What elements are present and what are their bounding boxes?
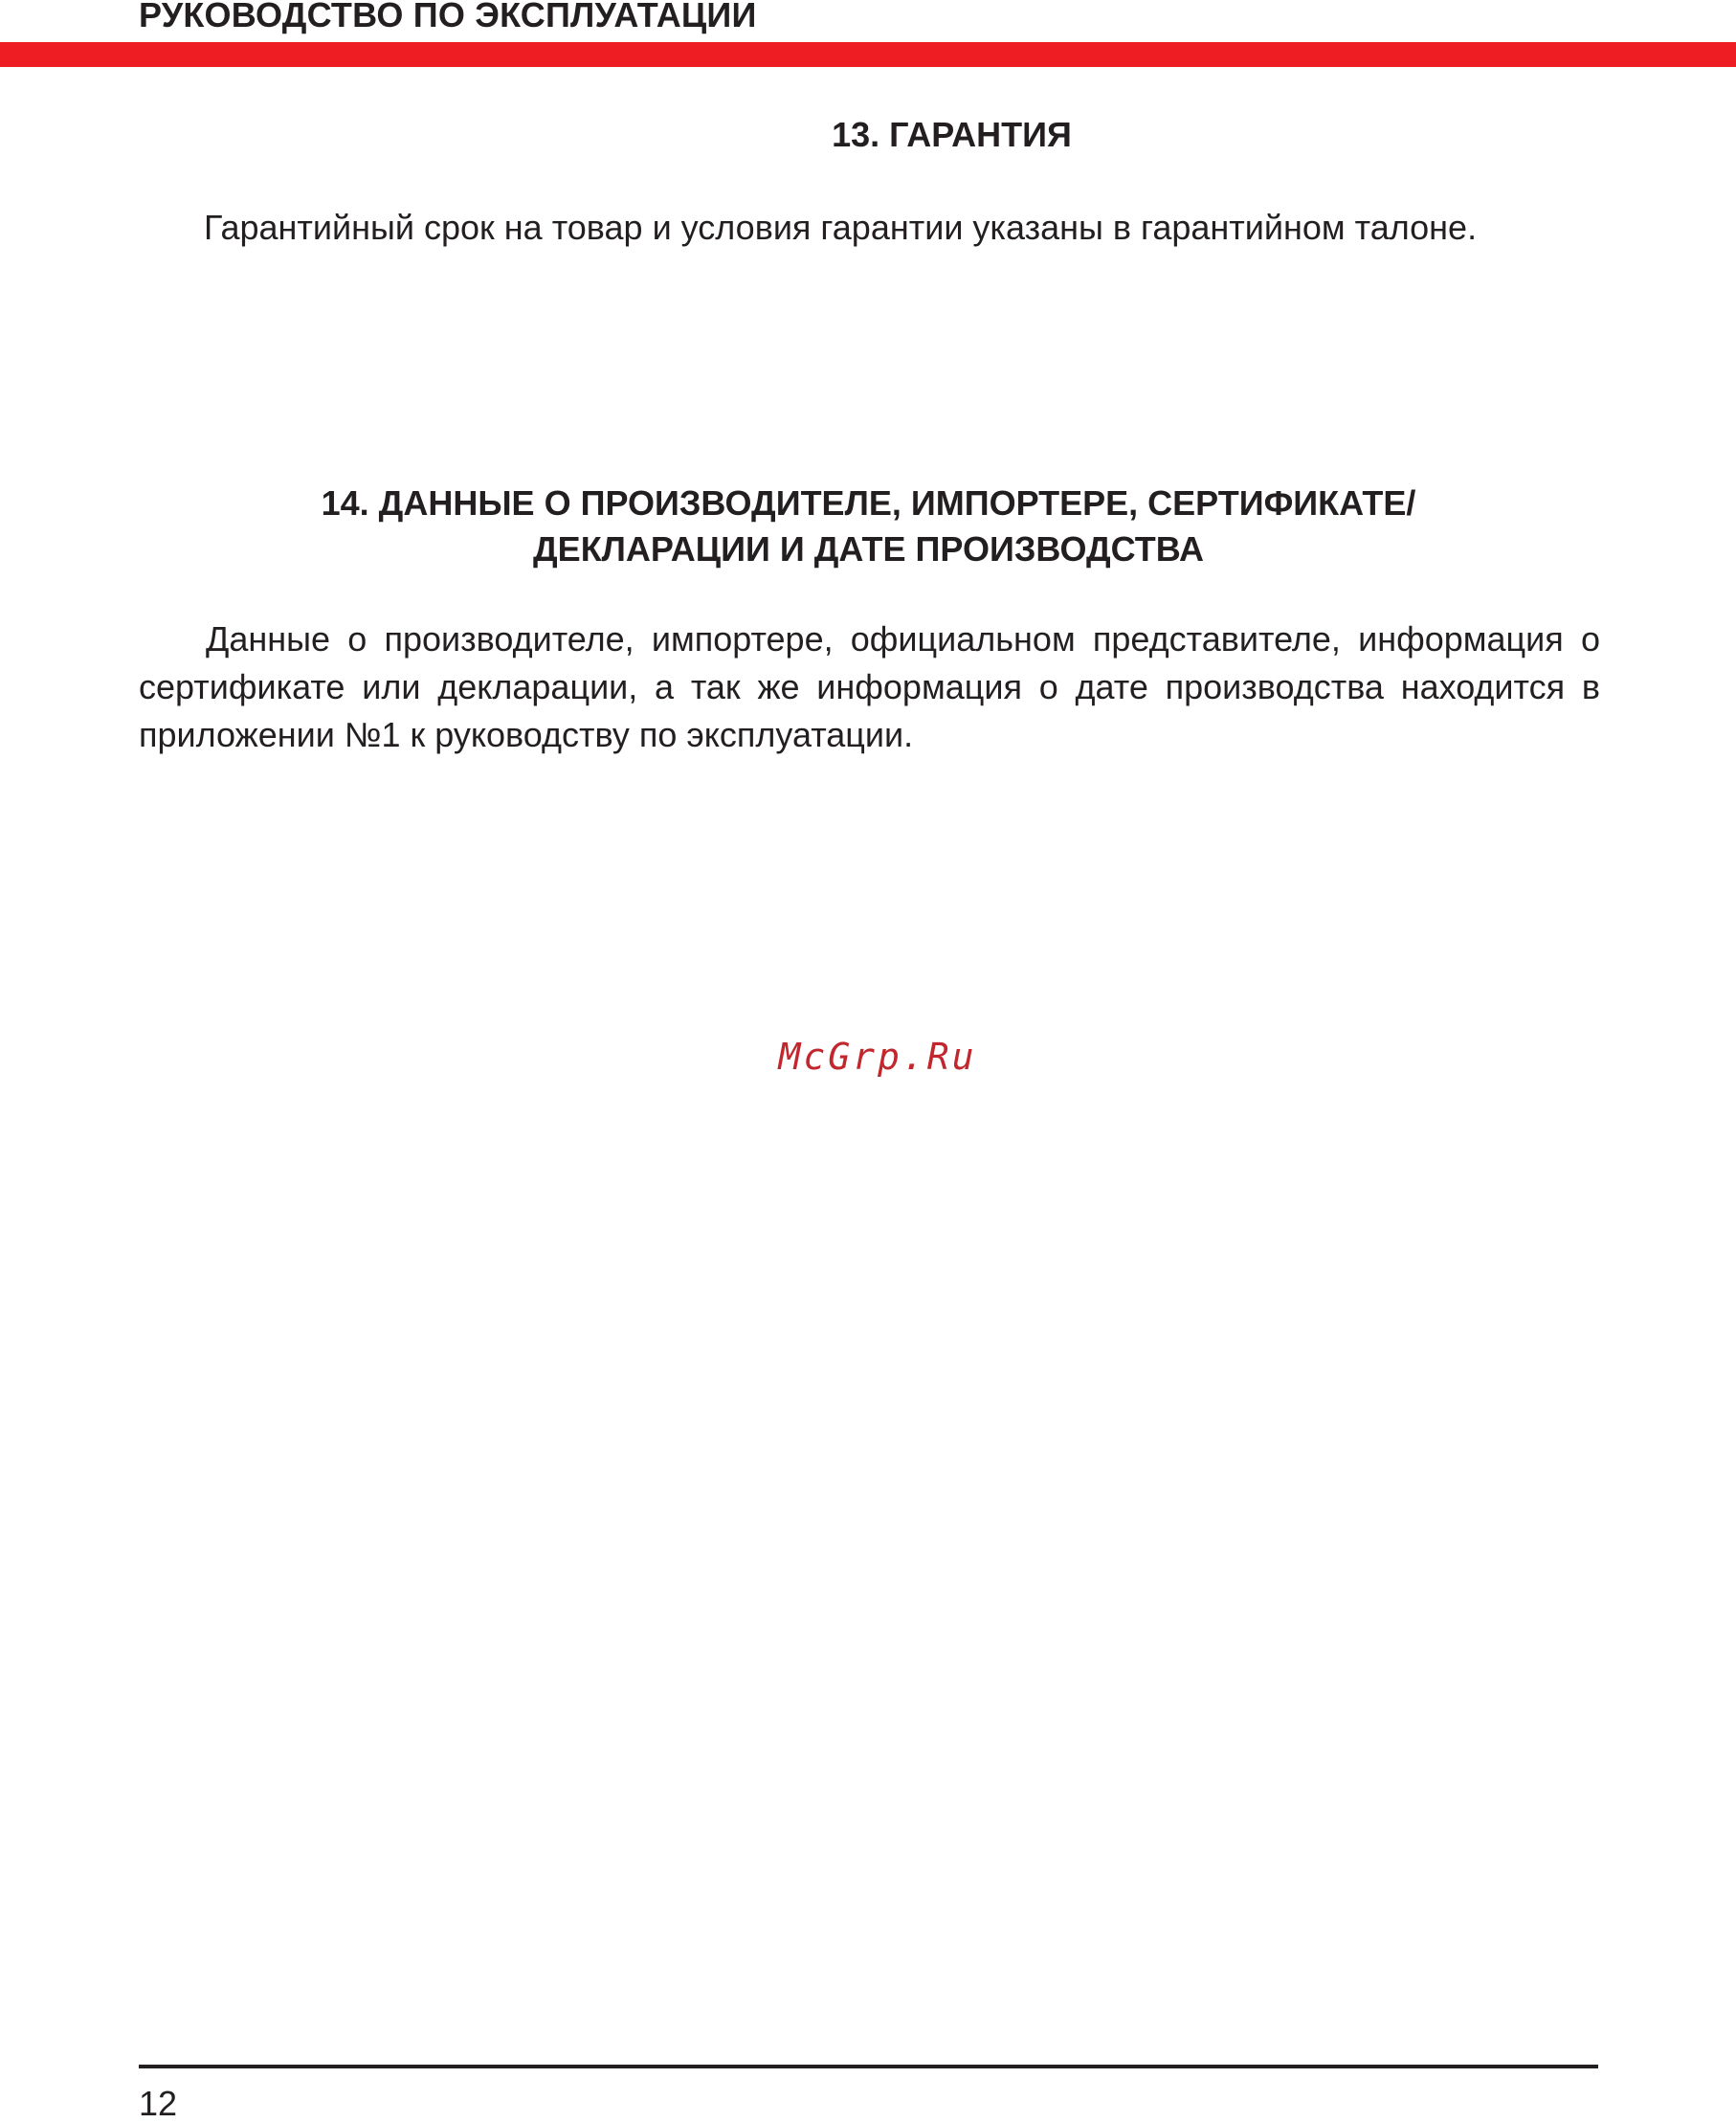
watermark-text: McGrp.Ru <box>778 1036 977 1078</box>
section-14-title-line-2: ДЕКЛАРАЦИИ И ДАТЕ ПРОИЗВОДСТВА <box>533 529 1204 569</box>
section-14-body: Данные о производителе, импортере, официальном представителе, информация о сертификате или декларации, а так же информация о дате производства находится в приложении №1 к руководству по эксплуатации. <box>139 619 1600 754</box>
section-13-body: Гарантийный срок на товар и условия гарантии указаны в гарантийном талоне. <box>204 208 1478 247</box>
header-accent-bar <box>0 42 1736 67</box>
section-13-title: 13. ГАРАНТИЯ <box>832 115 1072 154</box>
section-14-title-line-1: 14. ДАННЫЕ О ПРОИЗВОДИТЕЛЕ, ИМПОРТЕРЕ, СЕРТИФИКАТЕ/ <box>321 483 1416 523</box>
page-number: 12 <box>139 2084 178 2123</box>
footer-divider <box>139 2065 1598 2068</box>
document-header-title: РУКОВОДСТВО ПО ЭКСПЛУАТАЦИИ <box>139 0 757 34</box>
